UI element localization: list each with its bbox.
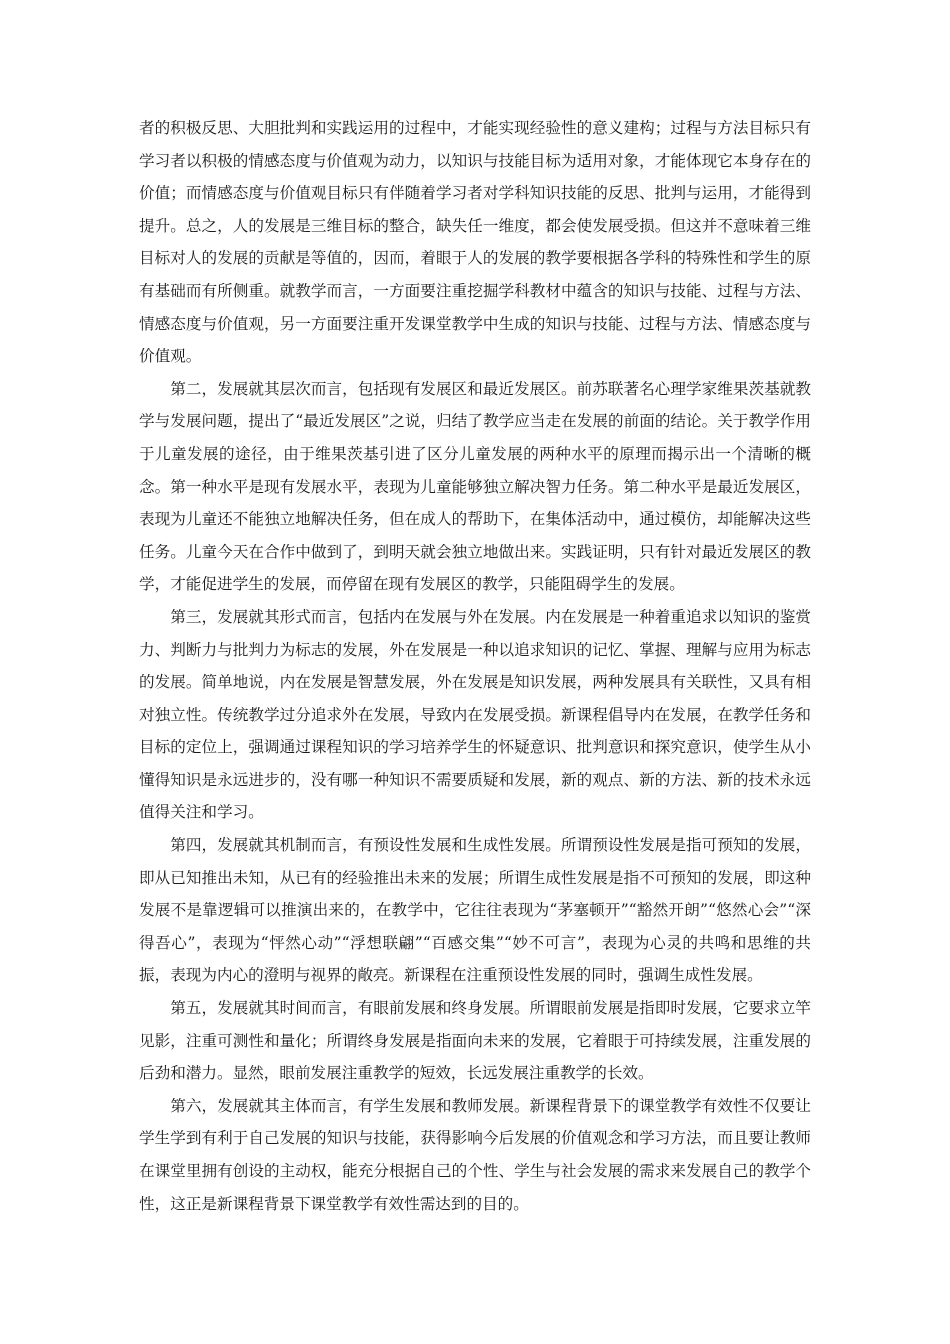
paragraph-fifth-development-time: 第五，发展就其时间而言，有眼前发展和终身发展。所谓眼前发展是指即时发展，它要求立竿见影，注重可测性和量化；所谓终身发展是指面向未来的发展，它着眼于可持续发展，注重发展的后劲和潜力。显然，眼前发展注重教学的短效，长远发展注重教学的长效。 [139,999,811,1083]
document-page [139,112,811,1220]
paragraph-sixth-development-subject: 第六，发展就其主体而言，有学生发展和教师发展。新课程背景下的课堂教学有效性不仅要让学生学到有利于自己发展的知识与技能，获得影响今后发展的价值观念和学习方法，而且要让教师在课堂里拥有创设的主动权，能充分根据自己的个性、学生与社会发展的需求来发展自己的教学个性，这正是新课程背景下课堂教学有效性需达到的目的。 [139,1096,811,1213]
paragraph-third-development-form: 第三，发展就其形式而言，包括内在发展与外在发展。内在发展是一种着重追求以知识的鉴赏力、判断力与批判力为标志的发展，外在发展是一种以追求知识的记忆、掌握、理解与应用为标志的发展。简单地说，内在发展是智慧发展，外在发展是知识发展，两种发展具有关联性，又具有相对独立性。传统教学过分追求外在发展，导致内在发展受损。新课程倡导内在发展，在教学任务和目标的定位上，强调通过课程知识的学习培养学生的怀疑意识、批判意识和探究意识，使学生从小懂得知识是永远进步的，没有哪一种知识不需要质疑和发展，新的观点、新的方法、新的技术永远值得关注和学习。 [139,607,811,822]
paragraph-continuation: 者的积极反思、大胆批判和实践运用的过程中，才能实现经验性的意义建构；过程与方法目标只有学习者以积极的情感态度与价值观为动力，以知识与技能目标为适用对象，才能体现它本身存在的价值；而情感态度与价值观目标只有伴随着学习者对学科知识技能的反思、批判与运用，才能得到提升。总之，人的发展是三维目标的整合，缺失任一维度，都会使发展受损。但这并不意味着三维目标对人的发展的贡献是等值的，因而，着眼于人的发展的教学要根据各学科的特殊性和学生的原有基础而有所侧重。就教学而言，一方面要注重挖掘学科教材中蕴含的知识与技能、过程与方法、情感态度与价值观，另一方面要注重开发课堂教学中生成的知识与技能、过程与方法、情感态度与价值观。 [139,119,811,366]
paragraph-second-development-level: 第二，发展就其层次而言，包括现有发展区和最近发展区。前苏联著名心理学家维果茨基就教学与发展问题，提出了“最近发展区”之说，归结了教学应当走在发展的前面的结论。关于教学作用于儿童发展的途径，由于维果茨基引进了区分儿童发展的两种水平的原理而揭示出一个清晰的概念。第一种水平是现有发展水平，表现为儿童能够独立解决智力任务。第二种水平是最近发展区，表现为儿童还不能独立地解决任务，但在成人的帮助下，在集体活动中，通过模仿，却能解决这些任务。儿童今天在合作中做到了，到明天就会独立地做出来。实践证明，只有针对最近发展区的教学，才能促进学生的发展，而停留在现有发展区的教学，只能阻碍学生的发展。 [139,379,811,594]
paragraph-fourth-development-mechanism: 第四，发展就其机制而言，有预设性发展和生成性发展。所谓预设性发展是指可预知的发展，即从已知推出未知，从已有的经验推出未来的发展；所谓生成性发展是指不可预知的发展，即这种发展不是靠逻辑可以推演出来的，在教学中，它往往表现为“茅塞顿开”“豁然开朗”“悠然心会”“深得吾心”，表现为“怦然心动”“浮想联翩”“百感交集”“妙不可言”，表现为心灵的共鸣和思维的共振，表现为内心的澄明与视界的敞亮。新课程在注重预设性发展的同时，强调生成性发展。 [139,836,811,985]
